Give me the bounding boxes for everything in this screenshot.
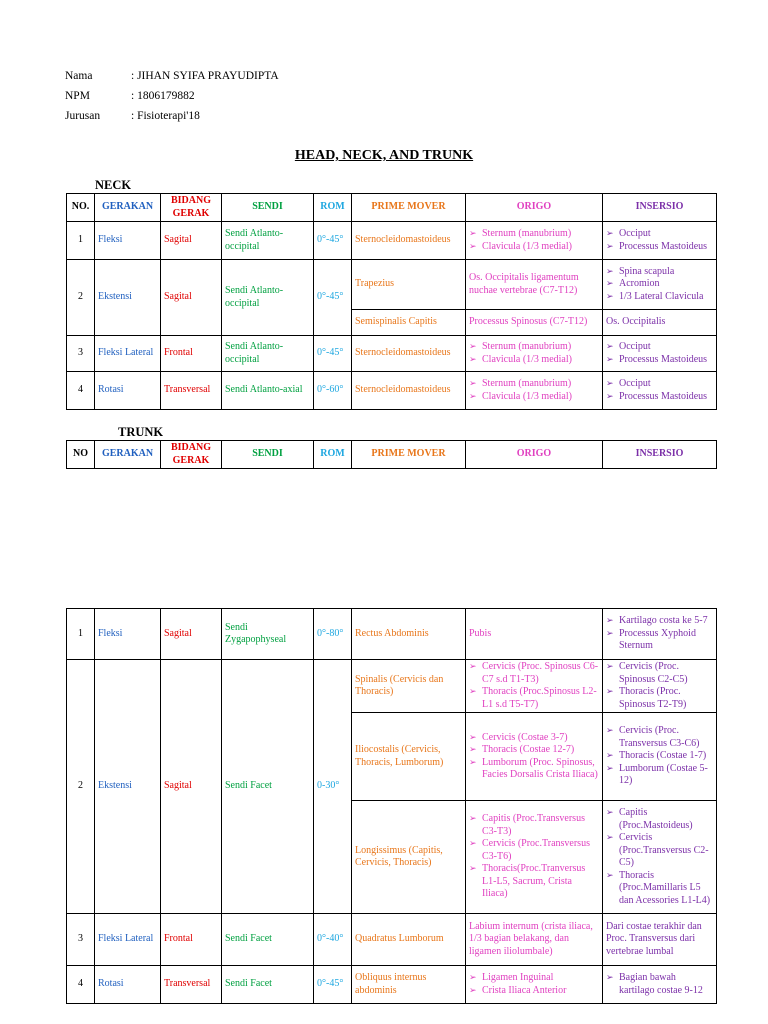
list-item: ➢ Clavicula (1/3 medial) <box>469 241 599 254</box>
header-origo: ORIGO <box>466 194 603 222</box>
row-gerakan: Ekstensi <box>95 260 161 336</box>
row-origo <box>466 336 603 372</box>
table-row <box>67 260 717 310</box>
list-item: ➢ Cervicis (Proc.Transversus C3-T6) <box>469 838 599 863</box>
row-origo: Processus Spinosus (C7-T12) <box>466 310 603 336</box>
row-insersio <box>603 609 717 660</box>
row-no: 3 <box>67 914 95 966</box>
npm-label: NPM <box>65 90 90 102</box>
list-item: ➢ Occiput <box>606 378 713 391</box>
row-insersio: Os. Occipitalis <box>603 310 717 336</box>
row-origo: Labium internum (crista iliaca, 1/3 bagian belakang, dan ligamen iliolumbale) <box>466 914 603 966</box>
header-origo: ORIGO <box>466 441 603 469</box>
row-rom: 0°-40° <box>314 914 352 966</box>
row-prime: Sternocleidomastoideus <box>352 336 466 372</box>
row-bidang: Transversal <box>161 966 222 1004</box>
row-no: 4 <box>67 372 95 410</box>
list-item: ➢ Lumborum (Costae 5-12) <box>606 763 713 788</box>
row-no: 1 <box>67 609 95 660</box>
page-title: HEAD, NECK, AND TRUNK <box>294 148 474 163</box>
row-bidang: Frontal <box>161 914 222 966</box>
list-item: ➢ Crista Iliaca Anterior <box>469 985 599 998</box>
trunk-header-table <box>66 440 717 469</box>
header-sendi: SENDI <box>222 194 314 222</box>
header-gerakan: GERAKAN <box>95 194 161 222</box>
row-prime: Obliquus internus abdominis <box>352 966 466 1004</box>
row-sendi: Sendi Atlanto-occipital <box>222 222 314 260</box>
row-sendi: Sendi Atlanto-axial <box>222 372 314 410</box>
row-origo <box>466 801 603 914</box>
row-insersio <box>603 660 717 713</box>
list-item: ➢ Cervicis (Proc. Transversus C3-C6) <box>606 725 713 750</box>
header-prime: PRIME MOVER <box>352 194 466 222</box>
header-rom: ROM <box>314 194 352 222</box>
row-rom: 0°-60° <box>314 372 352 410</box>
list-item: ➢ Cervicis (Proc. Spinosus C6-C7 s.d T1-T3) <box>469 661 599 686</box>
list-item: ➢ Sternum (manubrium) <box>469 228 599 241</box>
row-prime: Quadratus Lumborum <box>352 914 466 966</box>
row-insersio <box>603 713 717 801</box>
row-insersio <box>603 966 717 1004</box>
row-gerakan: Rotasi <box>95 966 161 1004</box>
trunk-heading: TRUNK <box>118 425 164 439</box>
row-rom: 0°-45° <box>314 260 352 336</box>
row-bidang: Sagital <box>161 222 222 260</box>
list-item: ➢ Thoracis (Proc.Spinosus L2-L1 s.d T5-T7) <box>469 686 599 711</box>
npm-row <box>65 86 279 106</box>
table-row <box>67 966 717 1004</box>
row-prime: Iliocostalis (Cervicis, Thoracis, Lumborum) <box>352 713 466 801</box>
list-item: ➢ Spina scapula <box>606 266 713 279</box>
row-bidang: Sagital <box>161 609 222 660</box>
name-value: : JIHAN SYIFA PRAYUDIPTA <box>131 70 279 82</box>
table-row <box>67 222 717 260</box>
student-info <box>65 66 279 126</box>
header-gerakan: GERAKAN <box>95 441 161 469</box>
row-no: 1 <box>67 222 95 260</box>
neck-table <box>66 193 717 410</box>
row-origo <box>466 713 603 801</box>
table-row <box>67 609 717 660</box>
row-no: 2 <box>67 260 95 336</box>
row-origo <box>466 966 603 1004</box>
list-item: ➢ Capitis (Proc.Mastoideus) <box>606 807 713 832</box>
list-item: ➢ Cervicis (Proc.Transversus C2-C5) <box>606 832 713 870</box>
table-row <box>67 336 717 372</box>
list-item: ➢ Processus Mastoideus <box>606 354 713 367</box>
row-prime: Semispinalis Capitis <box>352 310 466 336</box>
row-sendi: Sendi Facet <box>222 966 314 1004</box>
row-bidang: Transversal <box>161 372 222 410</box>
row-origo <box>466 372 603 410</box>
list-item: ➢ Clavicula (1/3 medial) <box>469 354 599 367</box>
row-gerakan: Fleksi <box>95 222 161 260</box>
row-prime: Sternocleidomastoideus <box>352 372 466 410</box>
row-origo <box>466 660 603 713</box>
row-no: 4 <box>67 966 95 1004</box>
header-insersio: INSERSIO <box>603 194 717 222</box>
row-rom: 0°-80° <box>314 609 352 660</box>
list-item: ➢ Cervicis (Proc. Spinosus C2-C5) <box>606 661 713 686</box>
list-item: ➢ Thoracis (Proc. Spinosus T2-T9) <box>606 686 713 711</box>
list-item: ➢ Bagian bawah kartilago costae 9-12 <box>606 972 713 997</box>
list-item: ➢ Processus Xyphoid Sternum <box>606 628 713 653</box>
header-no: NO <box>67 441 95 469</box>
list-item: ➢ Processus Mastoideus <box>606 241 713 254</box>
major-row <box>65 106 279 126</box>
list-item: ➢ 1/3 Lateral Clavicula <box>606 291 713 304</box>
row-sendi: Sendi Facet <box>222 914 314 966</box>
list-item: ➢ Thoracis (Proc.Mamillaris L5 dan Acessories L1-L4) <box>606 870 713 908</box>
row-rom: 0°-45° <box>314 222 352 260</box>
list-item: ➢ Clavicula (1/3 medial) <box>469 391 599 404</box>
list-item: ➢ Sternum (manubrium) <box>469 341 599 354</box>
list-item: ➢ Occiput <box>606 341 713 354</box>
header-insersio: INSERSIO <box>603 441 717 469</box>
row-prime: Spinalis (Cervicis dan Thoracis) <box>352 660 466 713</box>
row-no: 3 <box>67 336 95 372</box>
row-no: 2 <box>67 660 95 914</box>
header-sendi: SENDI <box>222 441 314 469</box>
row-sendi: Sendi Zygapophyseal <box>222 609 314 660</box>
row-sendi: Sendi Facet <box>222 660 314 914</box>
row-gerakan: Rotasi <box>95 372 161 410</box>
list-item: ➢ Acromion <box>606 278 713 291</box>
neck-heading: NECK <box>95 178 132 192</box>
major-label: Jurusan <box>65 110 101 122</box>
list-item: ➢ Processus Mastoideus <box>606 391 713 404</box>
header-bidang: BIDANG GERAK <box>161 194 222 222</box>
row-sendi: Sendi Atlanto-occipital <box>222 260 314 336</box>
row-bidang: Sagital <box>161 660 222 914</box>
list-item: ➢ Thoracis (Costae 12-7) <box>469 744 599 757</box>
table-row <box>67 660 717 713</box>
row-prime: Longissimus (Capitis, Cervicis, Thoracis) <box>352 801 466 914</box>
row-gerakan: Fleksi Lateral <box>95 336 161 372</box>
row-insersio <box>603 336 717 372</box>
list-item: ➢ Capitis (Proc.Transversus C3-T3) <box>469 813 599 838</box>
row-gerakan: Fleksi Lateral <box>95 914 161 966</box>
row-gerakan: Fleksi <box>95 609 161 660</box>
row-prime: Rectus Abdominis <box>352 609 466 660</box>
name-row <box>65 66 279 86</box>
row-prime: Trapezius <box>352 260 466 310</box>
trunk-header-row <box>67 441 717 469</box>
list-item: ➢ Thoracis(Proc.Tranversus L1-L5, Sacrum, Crista Iliaca) <box>469 863 599 901</box>
row-prime: Sternocleidomastoideus <box>352 222 466 260</box>
npm-value: : 1806179882 <box>131 90 195 102</box>
row-origo <box>466 222 603 260</box>
list-item: ➢ Cervicis (Costae 3-7) <box>469 732 599 745</box>
header-bidang: BIDANG GERAK <box>161 441 222 469</box>
list-item: ➢ Ligamen Inguinal <box>469 972 599 985</box>
header-prime: PRIME MOVER <box>352 441 466 469</box>
list-item: ➢ Thoracis (Costae 1-7) <box>606 750 713 763</box>
table-row <box>67 914 717 966</box>
row-insersio <box>603 372 717 410</box>
row-origo: Os. Occipitalis ligamentum nuchae vertebrae (C7-T12) <box>466 260 603 310</box>
trunk-table <box>66 608 717 1004</box>
row-origo: Pubis <box>466 609 603 660</box>
row-insersio <box>603 222 717 260</box>
list-item: ➢ Sternum (manubrium) <box>469 378 599 391</box>
row-bidang: Sagital <box>161 260 222 336</box>
row-insersio <box>603 801 717 914</box>
row-insersio: Dari costae terakhir dan Proc. Transversus dari vertebrae lumbal <box>603 914 717 966</box>
row-insersio <box>603 260 717 310</box>
list-item: ➢ Lumborum (Proc. Spinosus, Facies Dorsalis Crista Iliaca) <box>469 757 599 782</box>
row-gerakan: Ekstensi <box>95 660 161 914</box>
row-sendi: Sendi Atlanto-occipital <box>222 336 314 372</box>
row-rom: 0°-45° <box>314 336 352 372</box>
major-value: : Fisioterapi'18 <box>131 110 200 122</box>
list-item: ➢ Occiput <box>606 228 713 241</box>
row-bidang: Frontal <box>161 336 222 372</box>
header-no: NO. <box>67 194 95 222</box>
table-row <box>67 372 717 410</box>
row-rom: 0-30° <box>314 660 352 914</box>
row-rom: 0°-45° <box>314 966 352 1004</box>
name-label: Nama <box>65 70 93 82</box>
list-item: ➢ Kartilago costa ke 5-7 <box>606 615 713 628</box>
neck-header-row <box>67 194 717 222</box>
header-rom: ROM <box>314 441 352 469</box>
